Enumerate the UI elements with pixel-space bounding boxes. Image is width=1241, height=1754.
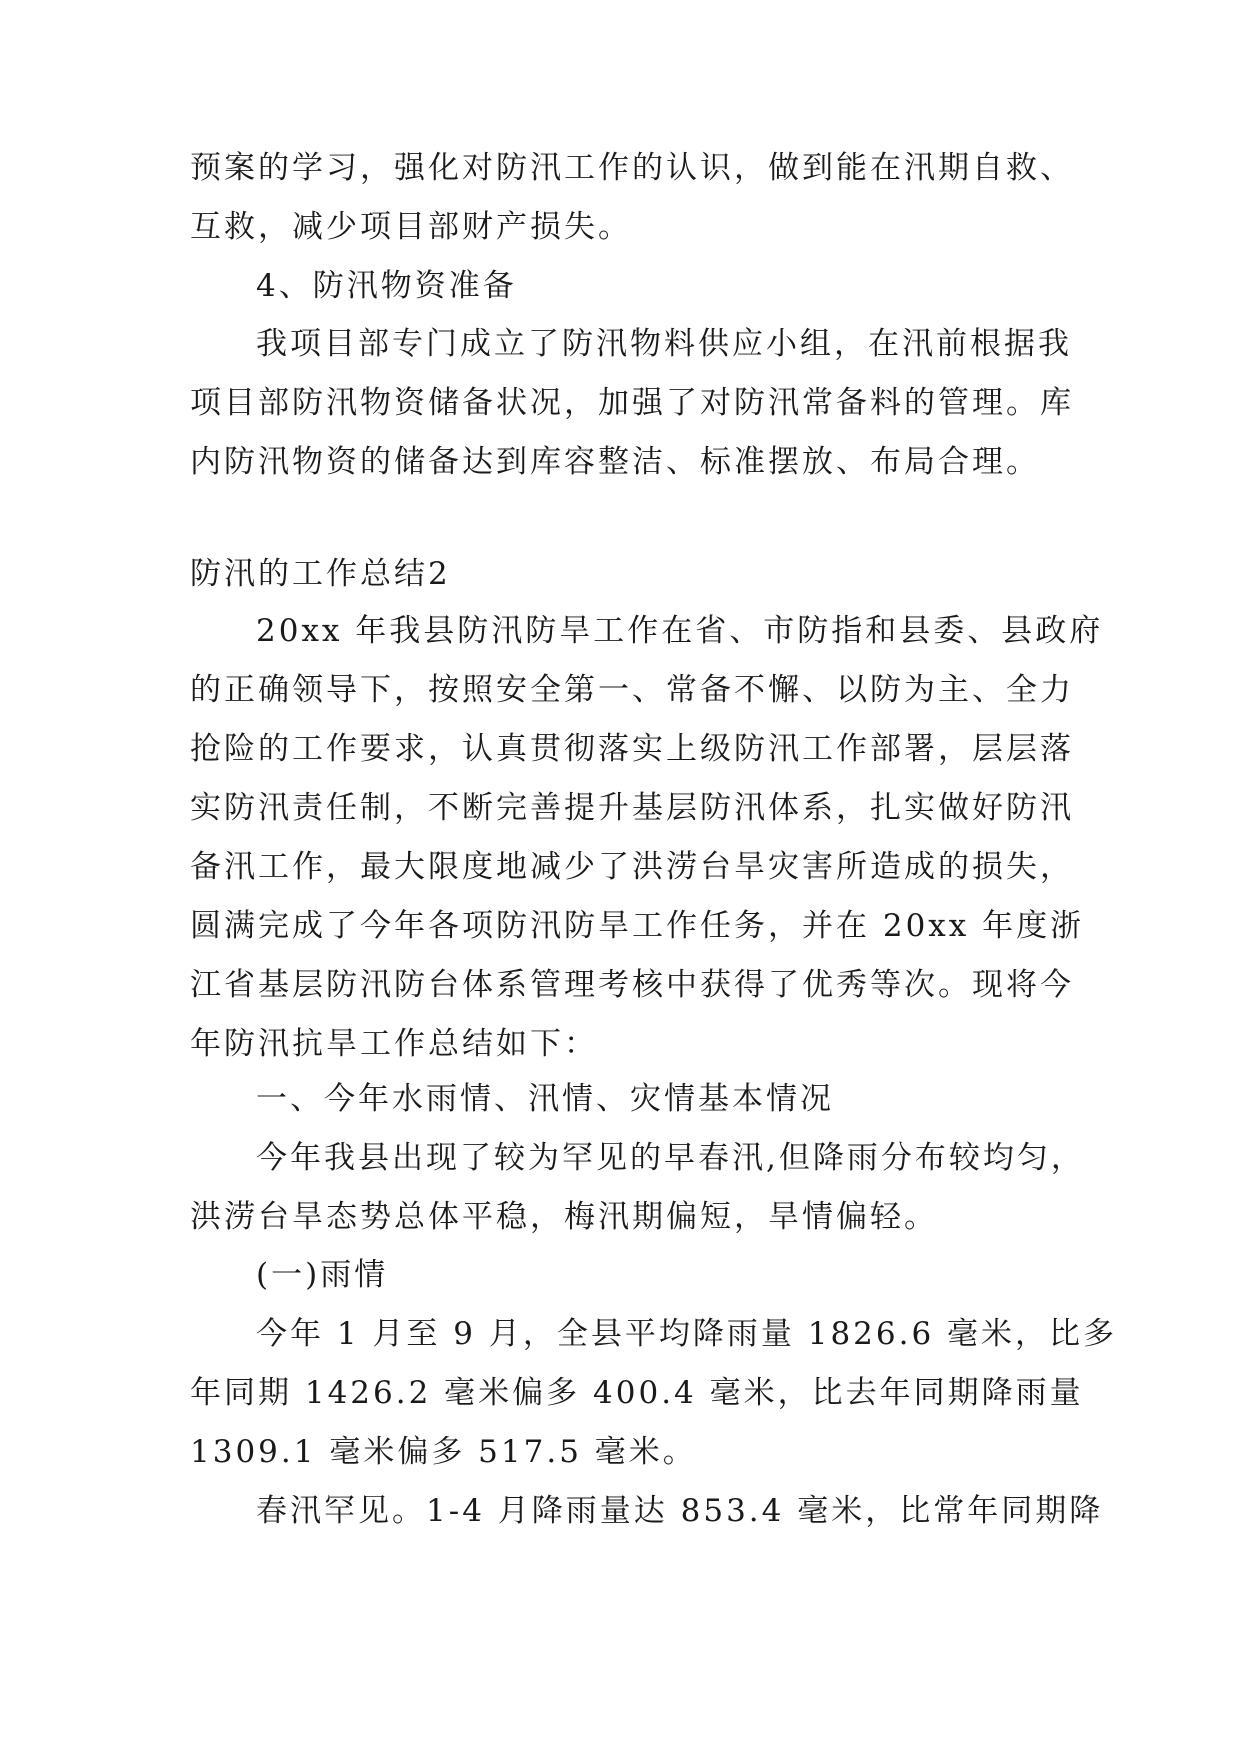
text-line: 项目部防汛物资储备状况，加强了对防汛常备料的管理。库 <box>190 385 1074 421</box>
paragraph-overview <box>190 1129 1085 1247</box>
text-line: 抢险的工作要求，认真贯彻落实上级防汛工作部署，层层落 <box>190 731 1074 767</box>
text-line: 江省基层防汛防台体系管理考核中获得了优秀等次。现将今 <box>190 967 1074 1003</box>
text-line: 20xx 年我县防汛防旱工作在省、市防指和县委、县政府 <box>256 613 1104 649</box>
text-line: 互救，减少项目部财产损失。 <box>190 209 632 245</box>
text-line: 年防汛抗旱工作总结如下： <box>190 1026 598 1062</box>
paragraph-spring-flood <box>190 1482 1104 1541</box>
text-line: 我项目部专门成立了防汛物料供应小组，在汛前根据我 <box>256 326 1072 362</box>
heading-text: 4、防汛物资准备 <box>256 268 517 304</box>
text-line: 备汛工作，最大限度地减少了洪涝台旱灾害所造成的损失， <box>190 849 1074 885</box>
section-heading-1 <box>190 1070 1060 1129</box>
text-line: 内防汛物资的储备达到库容整洁、标准摆放、布局合理。 <box>190 444 1040 480</box>
paragraph-rainfall <box>190 1305 1118 1482</box>
paragraph-summary-intro <box>190 602 1104 1074</box>
text-line: 今年我县出现了较为罕见的早春汛,但降雨分布较均匀， <box>256 1140 1085 1176</box>
section-heading-4 <box>190 257 1060 316</box>
text-line: 的正确领导下，按照安全第一、常备不懈、以防为主、全力 <box>190 672 1074 708</box>
text-line: 今年 1 月至 9 月，全县平均降雨量 1826.6 毫米，比多 <box>256 1316 1118 1352</box>
text-line: 圆满完成了今年各项防汛防旱工作任务，并在 20xx 年度浙 <box>190 908 1085 944</box>
text-line: 1309.1 毫米偏多 517.5 毫米。 <box>190 1434 697 1470</box>
text-line: 预案的学习，强化对防汛工作的认识，做到能在汛期自救、 <box>190 150 1074 186</box>
subsection-heading-rain <box>190 1246 1060 1305</box>
document-title-2 <box>190 545 1060 604</box>
paragraph-continuation <box>190 139 1074 257</box>
heading-text: (一)雨情 <box>256 1257 389 1293</box>
title-text: 防汛的工作总结2 <box>190 556 451 592</box>
paragraph-flood-materials <box>190 315 1074 492</box>
text-line: 实防汛责任制，不断完善提升基层防汛体系，扎实做好防汛 <box>190 790 1074 826</box>
heading-text: 一、今年水雨情、汛情、灾情基本情况 <box>256 1081 834 1117</box>
text-line: 春汛罕见。1-4 月降雨量达 853.4 毫米，比常年同期降 <box>256 1493 1104 1529</box>
text-line: 洪涝台旱态势总体平稳，梅汛期偏短，旱情偏轻。 <box>190 1199 938 1235</box>
text-line: 年同期 1426.2 毫米偏多 400.4 毫米，比去年同期降雨量 <box>190 1375 1084 1411</box>
